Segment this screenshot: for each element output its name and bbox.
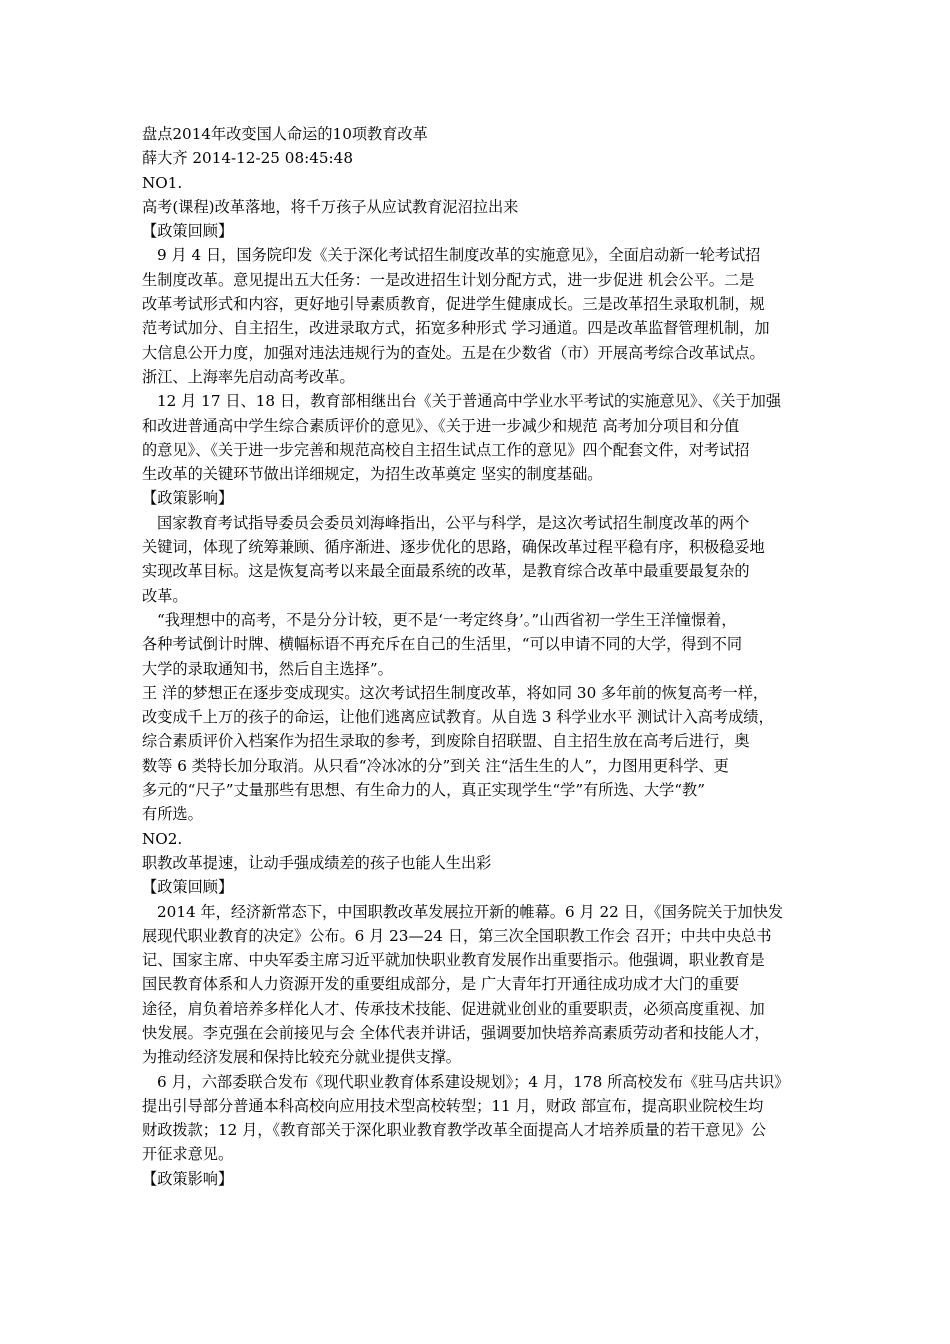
paragraph-line: 生改革的关键环节做出详细规定，为招生改革奠定 坚实的制度基础。 (142, 465, 603, 484)
paragraph-line: “我理想中的高考，不是分分计较，更不是‘一考定终身’。”山西省初一学生王洋憧憬着， (157, 610, 737, 629)
paragraph-line: 综合素质评价入档案作为招生录取的参考，到废除自招联盟、自主招生放在高考后进行，奥 (142, 732, 750, 751)
section-heading-2: 职教改革提速，让动手强成绩差的孩子也能人生出彩 (142, 853, 492, 872)
paragraph-line: 的意见》、《关于进一步完善和规范高校自主招生试点工作的意见》四个配套文件，对考试招 (142, 440, 750, 459)
paragraph-line: 实现改革目标。这是恢复高考以来最全面最系统的改革，是教育综合改革中最重要最复杂的 (142, 562, 750, 581)
section-number-2: NO2. (142, 829, 183, 848)
paragraph-line: 财政拨款；12 月，《教育部关于深化职业教育教学改革全面提高人才培养质量的若干意见》公 (142, 1121, 767, 1140)
paragraph-line: 大学的录取通知书，然后自主选择”。 (142, 659, 393, 678)
paragraph-line: 改变成千上万的孩子的命运，让他们逃离应试教育。从自选 3 科学业水平 测试计入高考成绩， (142, 708, 774, 727)
paragraph-line: 提出引导部分普通本科高校向应用技术型高校转型；11 月，财政 部宣布，提高职业院校生均 (142, 1096, 764, 1115)
paragraph-line: 2014 年，经济新常态下，中国职教改革发展拉开新的帷幕。6 月 22 日，《国务院关于加快发 (157, 902, 784, 921)
paragraph-line: 快发展。李克强在会前接见与会 全体代表并讲话，强调要加快培养高素质劳动者和技能人才， (142, 1023, 770, 1042)
paragraph-line: 国民教育体系和人力资源开发的重要组成部分，是 广大青年打开通往成功成才大门的重要 (142, 975, 740, 994)
paragraph-line: 和改进普通高中学生综合素质评价的意见》、《关于进一步减少和规范 高考加分项目和分值 (142, 416, 740, 435)
paragraph-line: 数等 6 类特长加分取消。从只看“冷冰冰的分”到关 注“活生生的人”，力图用更科学、更 (142, 756, 729, 775)
paragraph-line: 关键词，体现了统筹兼顾、循序渐进、逐步优化的思路，确保改革过程平稳有序，积极稳妥地 (142, 538, 765, 557)
paragraph-line: 王 洋的梦想正在逐步变成现实。这次考试招生制度改革，将如同 30 多年前的恢复高考一样， (142, 683, 769, 702)
paragraph-line: 浙江、上海率先启动高考改革。 (142, 367, 355, 386)
policy-review-heading: 【政策回顾】 (142, 878, 234, 897)
paragraph-line: 12 月 17 日、18 日，教育部相继出台《关于普通高中学业水平考试的实施意见》、《关于加强 (157, 392, 782, 411)
paragraph-line: 展现代职业教育的决定》公布。6 月 23—24 日，第三次全国职教工作会 召开；中共中央总书 (142, 926, 772, 945)
paragraph-line: 改革。 (142, 586, 188, 605)
paragraph-line: 多元的“尺子”丈量那些有思想、有生命力的人，真正实现学生“学”有所选、大学“教” (142, 781, 705, 800)
paragraph-line: 各种考试倒计时牌、横幅标语不再充斥在自己的生活里，“可以申请不同的大学，得到不同 (142, 635, 743, 654)
document-title: 盘点2014年改变国人命运的10项教育改革 (142, 125, 428, 143)
policy-review-heading: 【政策回顾】 (142, 222, 234, 241)
paragraph-line: 9 月 4 日，国务院印发《关于深化考试招生制度改革的实施意见》，全面启动新一轮考试招 (157, 246, 761, 265)
paragraph-line: 为推动经济发展和保持比较充分就业提供支撑。 (142, 1048, 461, 1067)
paragraph-line: 6 月，六部委联合发布《现代职业教育体系建设规划》；4 月，178 所高校发布《驻马店共识》 (157, 1072, 790, 1091)
paragraph-line: 改革考试形式和内容，更好地引导素质教育，促进学生健康成长。三是改革招生录取机制，规 (142, 295, 765, 314)
document-page (142, 122, 814, 1191)
paragraph-line: 生制度改革。意见提出五大任务：一是改进招生计划分配方式，进一步促进 机会公平。二是 (142, 270, 755, 289)
policy-impact-heading: 【政策影响】 (142, 489, 234, 508)
section-number-1: NO1. (142, 173, 183, 192)
section-heading-1: 高考(课程)改革落地，将千万孩子从应试教育泥沼拉出来 (142, 197, 519, 216)
paragraph-line: 有所选。 (142, 805, 203, 824)
paragraph-line: 记、国家主席、中央军委主席习近平就加快职业教育发展作出重要指示。他强调，职业教育是 (142, 951, 765, 970)
paragraph-line: 国家教育考试指导委员会委员刘海峰指出，公平与科学，是这次考试招生制度改革的两个 (157, 513, 750, 532)
paragraph-line: 开征求意见。 (142, 1145, 234, 1164)
policy-impact-heading: 【政策影响】 (142, 1169, 234, 1188)
paragraph-line: 途径，肩负着培养多样化人才、传承技术技能、促进就业创业的重要职责，必须高度重视、加 (142, 999, 765, 1018)
paragraph-line: 大信息公开力度，加强对违法违规行为的查处。五是在少数省（市）开展高考综合改革试点。 (142, 343, 765, 362)
paragraph-line: 范考试加分、自主招生，改进录取方式，拓宽多种形式 学习通道。四是改革监督管理机制，加 (142, 319, 770, 338)
document-byline: 薛大齐 2014-12-25 08:45:48 (142, 149, 353, 168)
